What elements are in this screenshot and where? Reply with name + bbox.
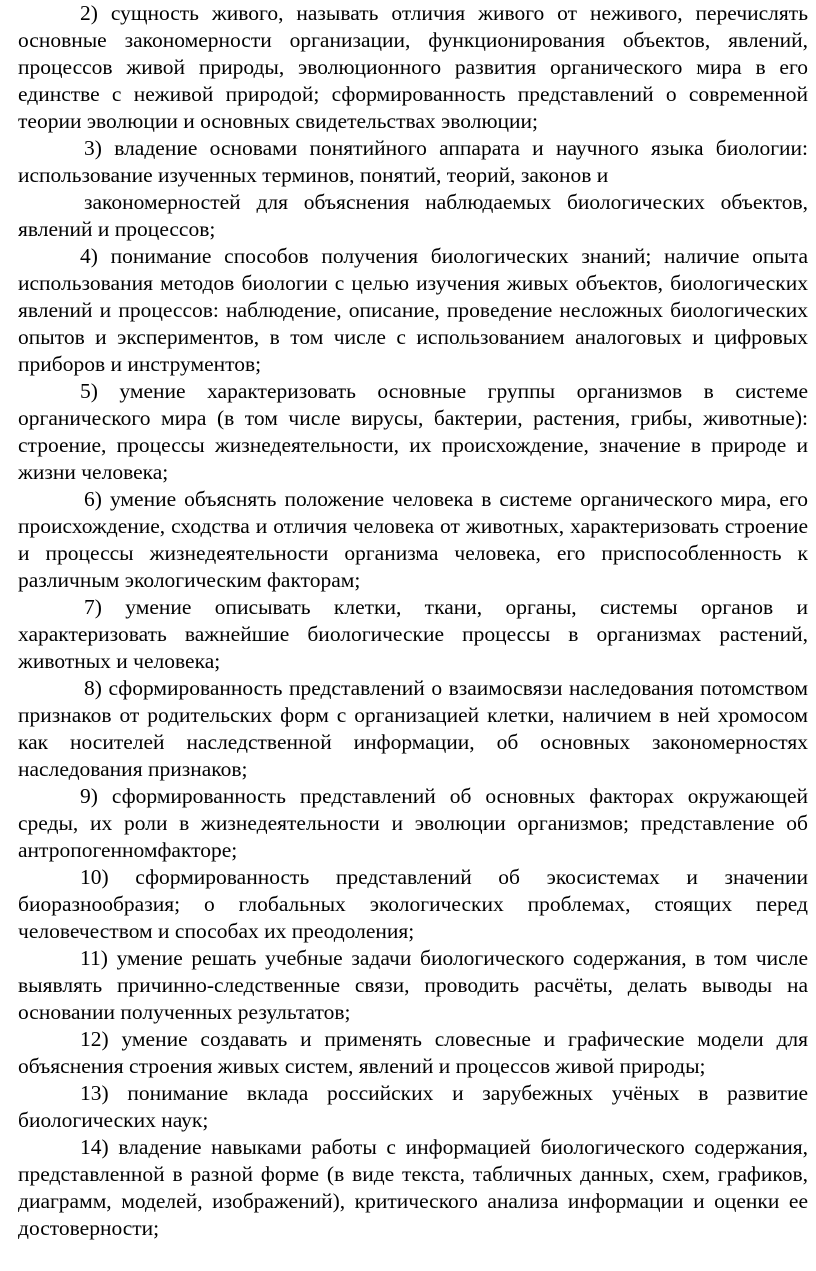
document-page xyxy=(18,0,808,1242)
item-text: понимание способов получения биологических знаний; наличие опыта использования методов биологии с целью изучения живых объектов, биологических явлений и процессов: наблюдение, описание, проведение несложных биологических опытов и экспериментов, в том числе с использованием аналоговых и цифровых приборов и инструментов; xyxy=(18,244,809,376)
item-number: 14) xyxy=(80,1135,109,1159)
item-number: 8) xyxy=(84,676,102,700)
list-item-5 xyxy=(18,378,808,486)
list-item-6 xyxy=(18,486,808,594)
list-item-11 xyxy=(18,945,808,1026)
item-number: 13) xyxy=(80,1081,109,1105)
item-number: 5) xyxy=(80,379,98,403)
item-text: умение решать учебные задачи биологического содержания, в том числе выявлять причинно-следственные связи, проводить расчёты, делать выводы на основании полученных результатов; xyxy=(18,946,808,1024)
list-item-4 xyxy=(18,243,808,378)
list-item-9 xyxy=(18,783,808,864)
list-item-7 xyxy=(18,594,808,675)
item-text: сформированность представлений об основных факторах окружающей среды, их роли в жизнедеятельности и эволюции организмов; представление об антропогенномфакторе; xyxy=(18,784,809,862)
list-item-3-continuation xyxy=(18,189,808,243)
item-number: 6) xyxy=(84,487,102,511)
item-text: умение создавать и применять словесные и графические модели для объяснения строения живых систем, явлений и процессов живой природы; xyxy=(18,1027,809,1078)
item-text: сформированность представлений об экосистемах и значении биоразнообразия; о глобальных экологических проблемах, стоящих перед человечеством и способах их преодоления; xyxy=(18,865,809,943)
item-number: 3) xyxy=(84,136,102,160)
item-number: 2) xyxy=(80,1,98,25)
item-text: сущность живого, называть отличия живого от неживого, перечислять основные закономерности организации, функционирования объектов, явлений, процессов живой природы, эволюционного развития органического мира в его единстве с неживой природой; сформированность представлений о современной теории эволюции и основных свидетельствах эволюции; xyxy=(18,1,808,133)
list-item-3 xyxy=(18,135,808,189)
item-text: владение основами понятийного аппарата и научного языка биологии: использование изученных терминов, понятий, теорий, законов и xyxy=(18,136,808,187)
list-item-12 xyxy=(18,1026,808,1080)
item-number: 10) xyxy=(80,865,109,889)
item-text: сформированность представлений о взаимосвязи наследования потомством признаков от родительских форм с организацией клетки, наличием в ней хромосом как носителей наследственной информации, об основных закономерностях наследования признаков; xyxy=(18,676,809,781)
item-text: владение навыками работы с информацией биологического содержания, представленной в разной форме (в виде текста, табличных данных, схем, графиков, диаграмм, моделей, изображений), критического анализа информации и оценки ее достоверности; xyxy=(18,1135,808,1240)
item-number: 12) xyxy=(80,1027,109,1051)
item-text: закономерностей для объяснения наблюдаемых биологических объектов, явлений и процессов; xyxy=(18,190,808,241)
item-text: понимание вклада российских и зарубежных учёных в развитие биологических наук; xyxy=(18,1081,808,1132)
list-item-13 xyxy=(18,1080,808,1134)
item-text: умение описывать клетки, ткани, органы, системы органов и характеризовать важнейшие биологические процессы в организмах растений, животных и человека; xyxy=(18,595,809,673)
item-text: умение объяснять положение человека в системе органического мира, его происхождение, сходства и отличия человека от животных, характеризовать строение и процессы жизнедеятельности организма человека, его приспособленность к различным экологическим факторам; xyxy=(18,487,809,592)
item-number: 7) xyxy=(84,595,102,619)
list-item-14 xyxy=(18,1134,808,1242)
list-item-8 xyxy=(18,675,808,783)
item-number: 9) xyxy=(80,784,98,808)
list-item-10 xyxy=(18,864,808,945)
item-number: 4) xyxy=(80,244,98,268)
item-text: умение характеризовать основные группы организмов в системе органического мира (в том числе вирусы, бактерии, растения, грибы, животные): строение, процессы жизнедеятельности, их происхождение, значение в природе и жизни человека; xyxy=(18,379,809,484)
item-number: 11) xyxy=(80,946,108,970)
list-item-2 xyxy=(18,0,808,135)
